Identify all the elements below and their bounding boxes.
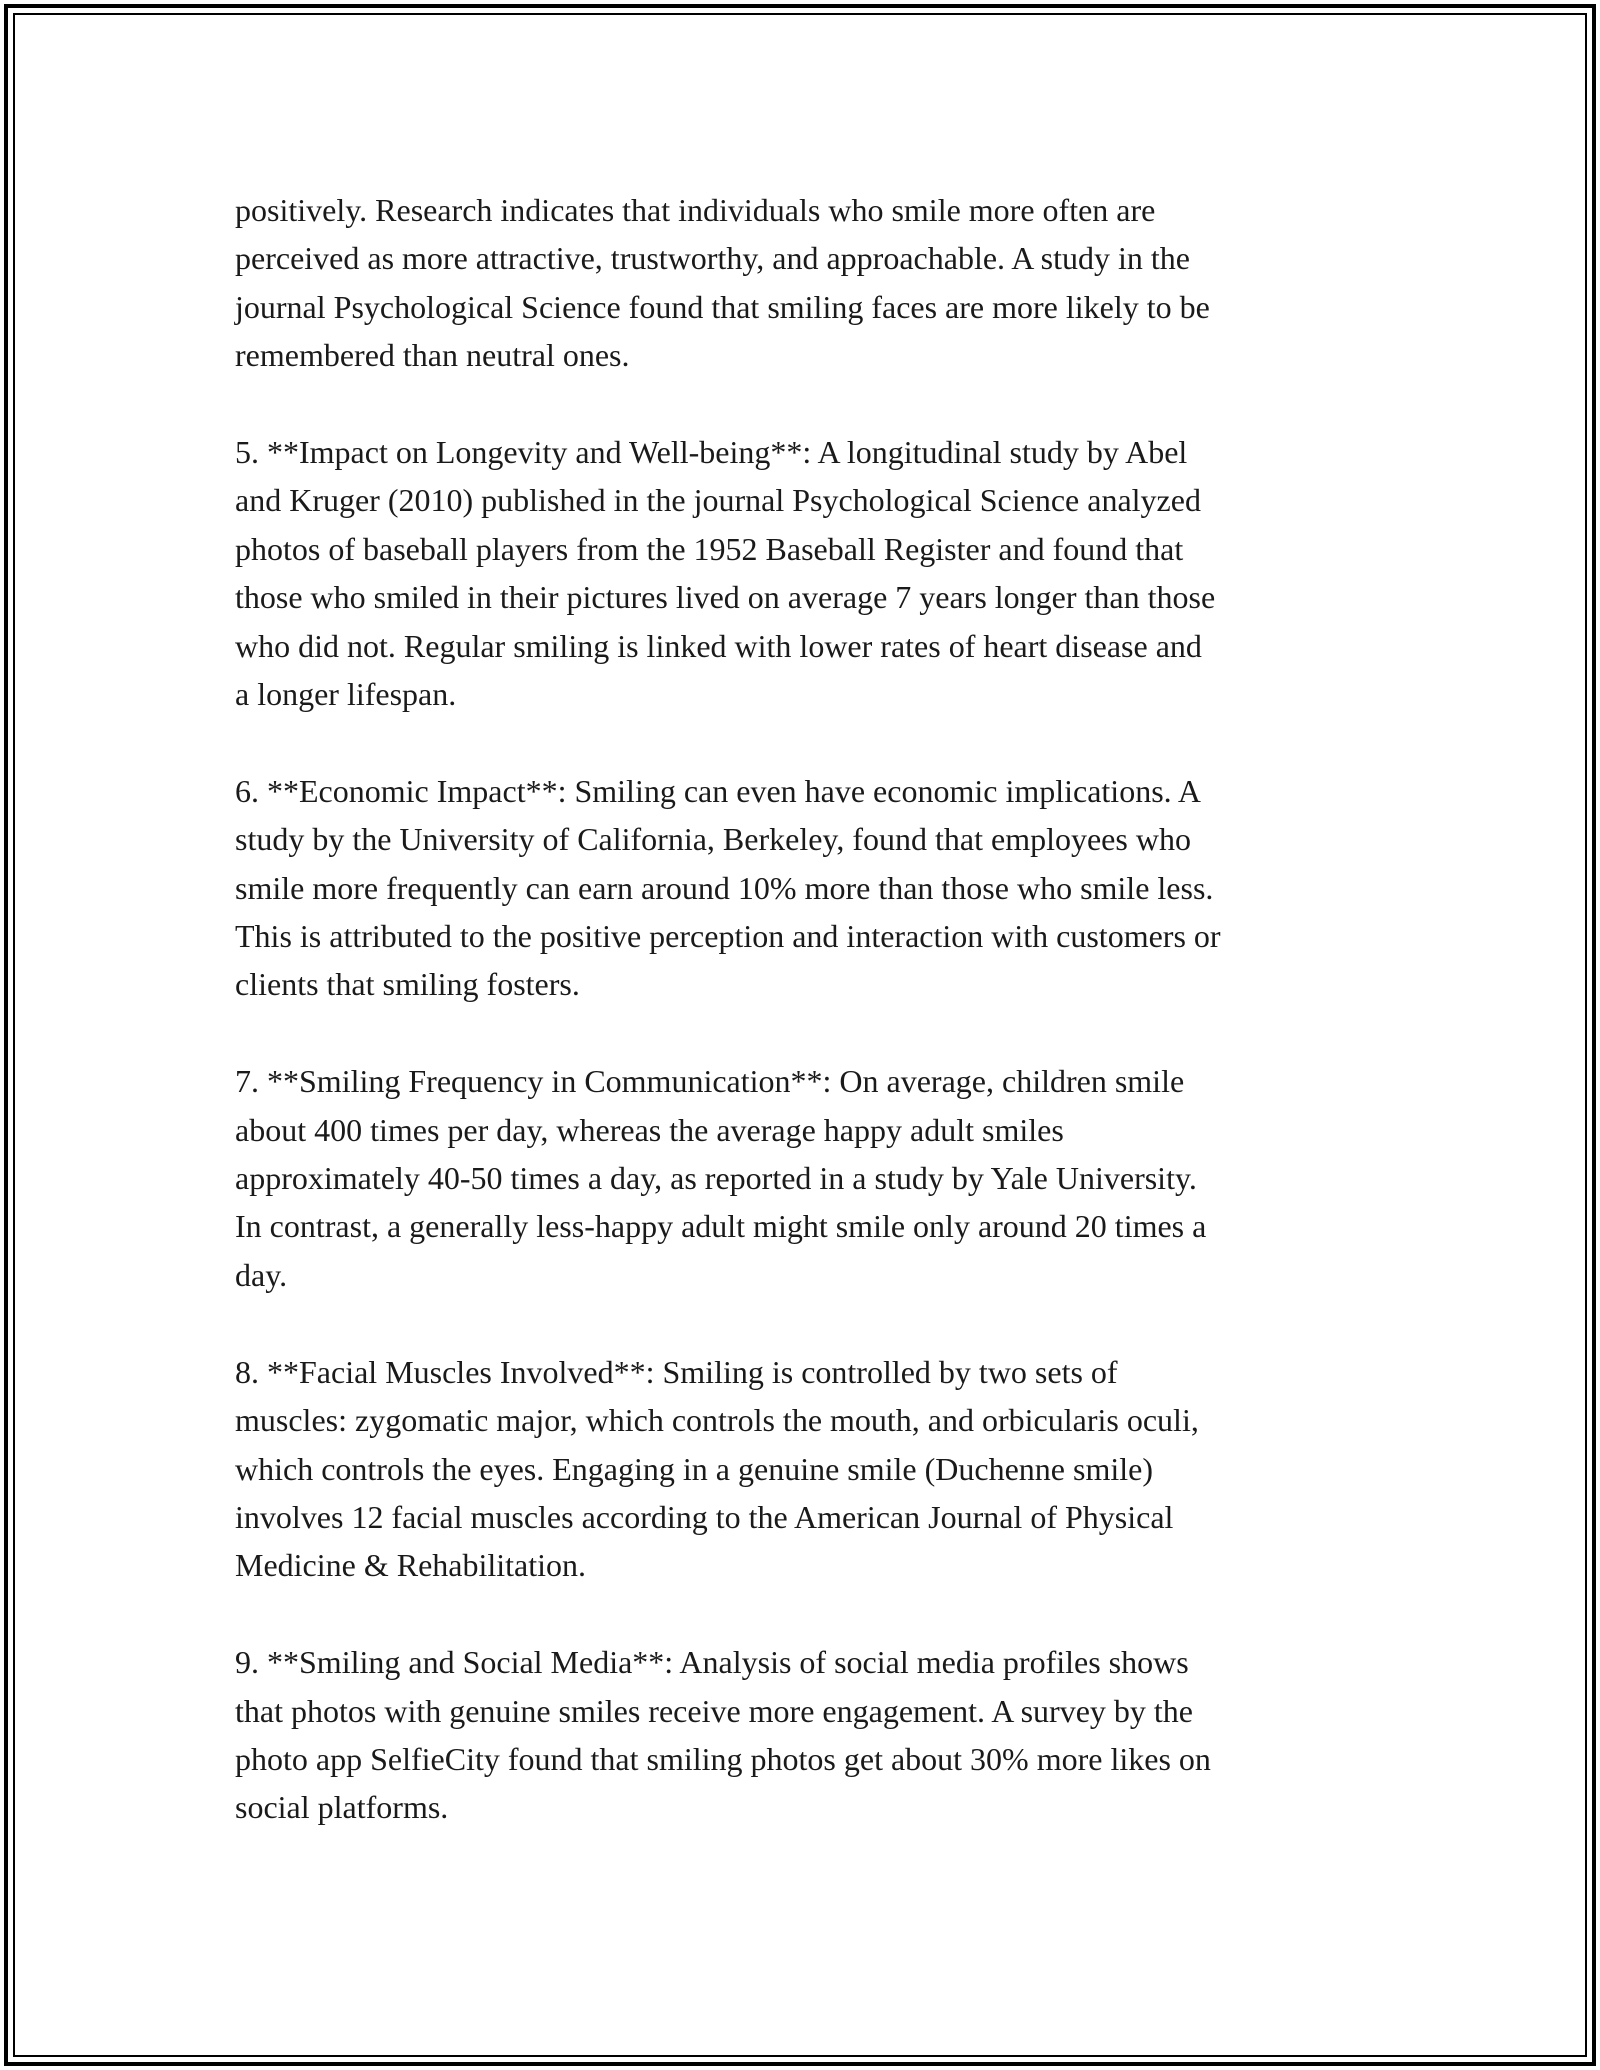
- text-line: clients that smiling fosters.: [235, 966, 580, 1003]
- text-line: a longer lifespan.: [235, 676, 457, 713]
- text-line: This is attributed to the positive perception and interaction with customers or: [235, 918, 1221, 955]
- text-line: In contrast, a generally less-happy adult might smile only around 20 times a: [235, 1208, 1207, 1245]
- paragraph-social-media: [235, 1638, 1385, 1832]
- text-line: 8. **Facial Muscles Involved**: Smiling is controlled by two sets of: [235, 1353, 1118, 1390]
- text-line: muscles: zygomatic major, which controls the mouth, and orbicularis oculi,: [235, 1402, 1199, 1439]
- document-body: [235, 186, 1385, 1880]
- text-line: day.: [235, 1256, 288, 1293]
- text-line: positively. Research indicates that individuals who smile more often are: [235, 192, 1156, 228]
- text-line: perceived as more attractive, trustworthy, and approachable. A study in the: [235, 240, 1190, 277]
- text-line: approximately 40-50 times a day, as reported in a study by Yale University.: [235, 1160, 1197, 1197]
- text-line: study by the University of California, Berkeley, found that employees who: [235, 821, 1191, 858]
- text-line: remembered than neutral ones.: [235, 337, 630, 374]
- text-line: which controls the eyes. Engaging in a genuine smile (Duchenne smile): [235, 1450, 1153, 1487]
- text-line: 7. **Smiling Frequency in Communication**: On average, children smile: [235, 1063, 1185, 1100]
- text-line: 5. **Impact on Longevity and Well-being**: A longitudinal study by Abel: [235, 434, 1188, 471]
- text-line: 9. **Smiling and Social Media**: Analysis of social media profiles shows: [235, 1644, 1189, 1681]
- text-line: 6. **Economic Impact**: Smiling can even have economic implications. A: [235, 772, 1201, 809]
- text-line: social platforms.: [235, 1789, 449, 1826]
- text-line: that photos with genuine smiles receive more engagement. A survey by the: [235, 1692, 1193, 1729]
- text-line: those who smiled in their pictures lived on average 7 years longer than those: [235, 579, 1216, 616]
- paragraph-smiling-frequency: [235, 1057, 1385, 1299]
- paragraph-longevity: [235, 428, 1385, 718]
- text-line: and Kruger (2010) published in the journal Psychological Science analyzed: [235, 482, 1201, 519]
- text-line: about 400 times per day, whereas the average happy adult smiles: [235, 1111, 1064, 1148]
- paragraph-economic-impact: [235, 767, 1385, 1009]
- text-line: involves 12 facial muscles according to the American Journal of Physical: [235, 1498, 1174, 1535]
- paragraph-facial-muscles: [235, 1348, 1385, 1590]
- text-line: photos of baseball players from the 1952 Baseball Register and found that: [235, 530, 1184, 567]
- paragraph-continuation: [235, 186, 1385, 380]
- text-line: Medicine & Rehabilitation.: [235, 1547, 587, 1584]
- text-line: journal Psychological Science found that smiling faces are more likely to be: [235, 288, 1210, 325]
- text-line: photo app SelfieCity found that smiling photos get about 30% more likes on: [235, 1740, 1211, 1777]
- text-line: smile more frequently can earn around 10% more than those who smile less.: [235, 869, 1214, 906]
- text-line: who did not. Regular smiling is linked with lower rates of heart disease and: [235, 627, 1202, 664]
